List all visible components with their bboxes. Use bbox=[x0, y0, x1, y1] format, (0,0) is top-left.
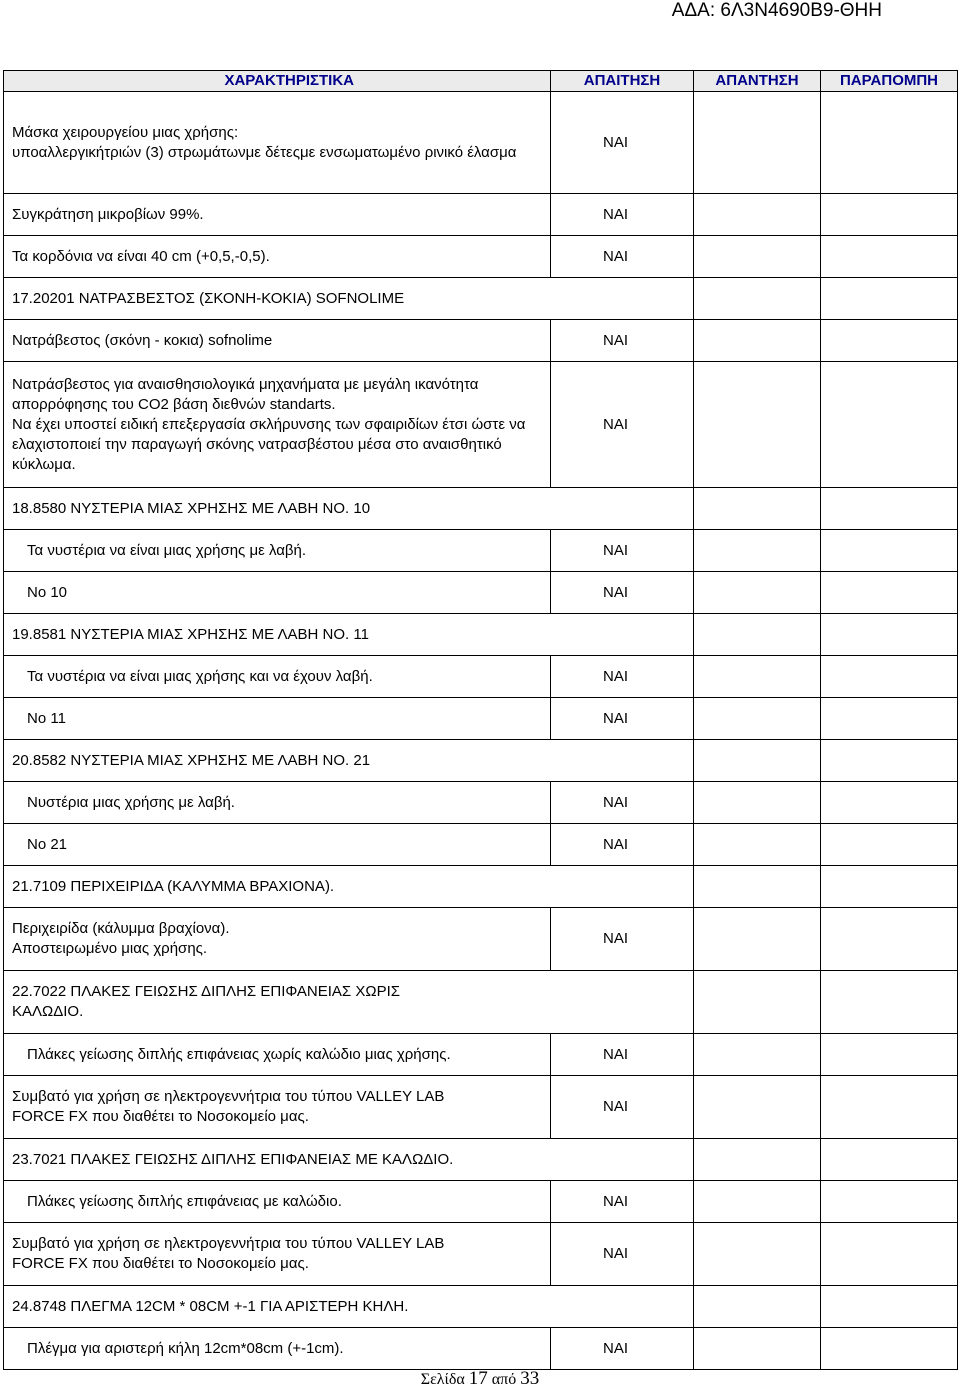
section-row bbox=[4, 866, 958, 908]
answer-cell[interactable] bbox=[694, 614, 821, 656]
reference-cell[interactable] bbox=[821, 194, 958, 236]
reference-cell[interactable] bbox=[821, 824, 958, 866]
reference-cell[interactable] bbox=[821, 1328, 958, 1370]
requirement-cell bbox=[551, 1286, 694, 1328]
answer-cell[interactable] bbox=[694, 1181, 821, 1223]
answer-cell[interactable] bbox=[694, 1223, 821, 1286]
table-row bbox=[4, 1328, 958, 1370]
table-row bbox=[4, 1223, 958, 1286]
ada-code: ΑΔΑ: 6Λ3Ν4690Β9-ΘΗΗ bbox=[671, 0, 882, 21]
answer-cell[interactable] bbox=[694, 530, 821, 572]
reference-cell[interactable] bbox=[821, 1076, 958, 1139]
reference-cell[interactable] bbox=[821, 656, 958, 698]
table-body bbox=[4, 92, 958, 1370]
reference-cell[interactable] bbox=[821, 866, 958, 908]
table-row bbox=[4, 782, 958, 824]
answer-cell[interactable] bbox=[694, 1286, 821, 1328]
answer-cell[interactable] bbox=[694, 194, 821, 236]
requirement-cell: ΝΑΙ bbox=[551, 782, 694, 824]
answer-cell[interactable] bbox=[694, 782, 821, 824]
requirement-cell: ΝΑΙ bbox=[551, 908, 694, 971]
table-row bbox=[4, 1181, 958, 1223]
section-title: 21.7109 ΠΕΡΙΧΕΙΡΙΔΑ (ΚΑΛΥΜΜΑ ΒΡΑΧΙΟΝΑ). bbox=[4, 866, 551, 908]
reference-cell[interactable] bbox=[821, 782, 958, 824]
requirement-cell: ΝΑΙ bbox=[551, 1223, 694, 1286]
column-header-requirement: ΑΠΑΙΤΗΣΗ bbox=[551, 71, 694, 92]
requirement-cell: ΝΑΙ bbox=[551, 1034, 694, 1076]
section-row bbox=[4, 740, 958, 782]
answer-cell[interactable] bbox=[694, 92, 821, 194]
section-title: 18.8580 ΝΥΣΤΕΡΙΑ ΜΙΑΣ ΧΡΗΣΗΣ ΜΕ ΛΑΒΗ ΝΟ. 10 bbox=[4, 488, 551, 530]
answer-cell[interactable] bbox=[694, 572, 821, 614]
reference-cell[interactable] bbox=[821, 740, 958, 782]
answer-cell[interactable] bbox=[694, 1034, 821, 1076]
section-title: 22.7022 ΠΛΑΚΕΣ ΓΕΙΩΣΗΣ ΔΙΠΛΗΣ ΕΠΙΦΑΝΕΙΑΣ ΧΩΡΙΣ ΚΑΛΩΔΙΟ. bbox=[4, 971, 551, 1034]
answer-cell[interactable] bbox=[694, 278, 821, 320]
requirement-cell: ΝΑΙ bbox=[551, 530, 694, 572]
table-row bbox=[4, 530, 958, 572]
reference-cell[interactable] bbox=[821, 971, 958, 1034]
section-title: 24.8748 ΠΛΕΓΜΑ 12CM * 08CM +-1 ΓΙΑ ΑΡΙΣΤΕΡΗ ΚΗΛΗ. bbox=[4, 1286, 551, 1328]
table-row bbox=[4, 824, 958, 866]
characteristic-text: Περιχειρίδα (κάλυμμα βραχίονα). Αποστειρωμένο μιας χρήσης. bbox=[4, 908, 551, 971]
reference-cell[interactable] bbox=[821, 530, 958, 572]
reference-cell[interactable] bbox=[821, 908, 958, 971]
table-row bbox=[4, 320, 958, 362]
characteristic-text: Νο 11 bbox=[4, 698, 551, 740]
reference-cell[interactable] bbox=[821, 236, 958, 278]
answer-cell[interactable] bbox=[694, 824, 821, 866]
section-row bbox=[4, 278, 958, 320]
column-header-reference: ΠΑΡΑΠΟΜΠΗ bbox=[821, 71, 958, 92]
answer-cell[interactable] bbox=[694, 740, 821, 782]
page-number: 17 bbox=[468, 1368, 488, 1389]
answer-cell[interactable] bbox=[694, 1076, 821, 1139]
table-row bbox=[4, 908, 958, 971]
requirement-cell: ΝΑΙ bbox=[551, 236, 694, 278]
characteristic-text: Πλάκες γείωσης διπλής επιφάνειας με καλώδιο. bbox=[4, 1181, 551, 1223]
section-row bbox=[4, 971, 958, 1034]
answer-cell[interactable] bbox=[694, 971, 821, 1034]
characteristic-text: Συμβατό για χρήση σε ηλεκτρογεννήτρια του τύπου VALLEY LAB FORCE FX που διαθέτει το Νοσοκομείο μας. bbox=[4, 1076, 551, 1139]
characteristic-text: Πλάκες γείωσης διπλής επιφάνειας χωρίς καλώδιο μιας χρήσης. bbox=[4, 1034, 551, 1076]
section-title: 23.7021 ΠΛΑΚΕΣ ΓΕΙΩΣΗΣ ΔΙΠΛΗΣ ΕΠΙΦΑΝΕΙΑΣ ΜΕ ΚΑΛΩΔΙΟ. bbox=[4, 1139, 551, 1181]
requirement-cell bbox=[551, 278, 694, 320]
characteristic-text: Πλέγμα για αριστερή κήλη 12cm*08cm (+-1cm). bbox=[4, 1328, 551, 1370]
reference-cell[interactable] bbox=[821, 488, 958, 530]
reference-cell[interactable] bbox=[821, 1139, 958, 1181]
requirement-cell bbox=[551, 488, 694, 530]
reference-cell[interactable] bbox=[821, 1181, 958, 1223]
requirement-cell: ΝΑΙ bbox=[551, 656, 694, 698]
requirement-cell: ΝΑΙ bbox=[551, 362, 694, 488]
characteristic-text: Τα νυστέρια να είναι μιας χρήσης με λαβή. bbox=[4, 530, 551, 572]
characteristic-text: Συμβατό για χρήση σε ηλεκτρογεννήτρια του τύπου VALLEY LAB FORCE FX που διαθέτει το Νοσοκομείο μας. bbox=[4, 1223, 551, 1286]
column-header-answer: ΑΠΑΝΤΗΣΗ bbox=[694, 71, 821, 92]
requirement-cell: ΝΑΙ bbox=[551, 1181, 694, 1223]
answer-cell[interactable] bbox=[694, 362, 821, 488]
answer-cell[interactable] bbox=[694, 656, 821, 698]
table-row bbox=[4, 236, 958, 278]
reference-cell[interactable] bbox=[821, 572, 958, 614]
answer-cell[interactable] bbox=[694, 320, 821, 362]
requirement-cell: ΝΑΙ bbox=[551, 194, 694, 236]
reference-cell[interactable] bbox=[821, 92, 958, 194]
section-row bbox=[4, 488, 958, 530]
answer-cell[interactable] bbox=[694, 1139, 821, 1181]
characteristic-text: Συγκράτηση μικροβίων 99%. bbox=[4, 194, 551, 236]
column-header-characteristics: ΧΑΡΑΚΤΗΡΙΣΤΙΚΑ bbox=[4, 71, 551, 92]
characteristic-text: Νο 21 bbox=[4, 824, 551, 866]
characteristic-text: Μάσκα χειρουργείου μιας χρήσης: υποαλλεργικήτριών (3) στρωμάτωνμε δέτεςμε ενσωματωμένο ρινικό έλασμα bbox=[4, 92, 551, 194]
reference-cell[interactable] bbox=[821, 1223, 958, 1286]
reference-cell[interactable] bbox=[821, 1286, 958, 1328]
table-row bbox=[4, 698, 958, 740]
requirement-cell: ΝΑΙ bbox=[551, 92, 694, 194]
characteristic-text: Τα νυστέρια να είναι μιας χρήσης και να έχουν λαβή. bbox=[4, 656, 551, 698]
page-total: 33 bbox=[520, 1368, 540, 1389]
reference-cell[interactable] bbox=[821, 362, 958, 488]
characteristic-text: Τα κορδόνια να είναι 40 cm (+0,5,-0,5). bbox=[4, 236, 551, 278]
reference-cell[interactable] bbox=[821, 698, 958, 740]
page-footer bbox=[0, 1368, 960, 1390]
requirement-cell: ΝΑΙ bbox=[551, 1076, 694, 1139]
section-row bbox=[4, 1286, 958, 1328]
table-row bbox=[4, 194, 958, 236]
characteristic-text: Νο 10 bbox=[4, 572, 551, 614]
section-title: 19.8581 ΝΥΣΤΕΡΙΑ ΜΙΑΣ ΧΡΗΣΗΣ ΜΕ ΛΑΒΗ ΝΟ. 11 bbox=[4, 614, 551, 656]
page-label: Σελίδα bbox=[420, 1371, 465, 1388]
requirement-cell bbox=[551, 614, 694, 656]
reference-cell[interactable] bbox=[821, 320, 958, 362]
table-row bbox=[4, 656, 958, 698]
page-of-label: από bbox=[491, 1371, 517, 1388]
table-row bbox=[4, 92, 958, 194]
requirement-cell bbox=[551, 740, 694, 782]
section-title: 20.8582 ΝΥΣΤΕΡΙΑ ΜΙΑΣ ΧΡΗΣΗΣ ΜΕ ΛΑΒΗ ΝΟ. 21 bbox=[4, 740, 551, 782]
table-row bbox=[4, 362, 958, 488]
requirement-cell: ΝΑΙ bbox=[551, 824, 694, 866]
requirement-cell: ΝΑΙ bbox=[551, 320, 694, 362]
requirement-cell: ΝΑΙ bbox=[551, 1328, 694, 1370]
table-row bbox=[4, 1076, 958, 1139]
section-row bbox=[4, 614, 958, 656]
answer-cell[interactable] bbox=[694, 1328, 821, 1370]
characteristic-text: Νατράσβεστος για αναισθησιολογικά μηχανήματα με μεγάλη ικανότητα απορρόφησης του CO2 βάση διεθνών standarts. Να έχει υποστεί ειδική επεξεργασία σκλήρυνσης των σφαιριδίων έτσι ώστε να ελαχιστοποιεί την παραγωγή σκόνης νατρασβέστου μέσα στο αναισθητικό κύκλωμα. bbox=[4, 362, 551, 488]
table-row bbox=[4, 572, 958, 614]
reference-cell[interactable] bbox=[821, 278, 958, 320]
section-title: 17.20201 ΝΑΤΡΑΣΒΕΣΤΟΣ (ΣΚΟΝΗ-ΚΟΚΙΑ) SOFNOLIME bbox=[4, 278, 551, 320]
reference-cell[interactable] bbox=[821, 614, 958, 656]
characteristic-text: Νυστέρια μιας χρήσης με λαβή. bbox=[4, 782, 551, 824]
requirement-cell bbox=[551, 971, 694, 1034]
table-row bbox=[4, 1034, 958, 1076]
requirement-cell: ΝΑΙ bbox=[551, 698, 694, 740]
requirement-cell bbox=[551, 1139, 694, 1181]
answer-cell[interactable] bbox=[694, 236, 821, 278]
table-header-row bbox=[4, 71, 958, 92]
requirement-cell bbox=[551, 866, 694, 908]
answer-cell[interactable] bbox=[694, 866, 821, 908]
specifications-table bbox=[3, 70, 958, 1370]
reference-cell[interactable] bbox=[821, 1034, 958, 1076]
answer-cell[interactable] bbox=[694, 488, 821, 530]
requirement-cell: ΝΑΙ bbox=[551, 572, 694, 614]
answer-cell[interactable] bbox=[694, 908, 821, 971]
section-row bbox=[4, 1139, 958, 1181]
characteristic-text: Νατράβεστος (σκόνη - κοκια) sofnolime bbox=[4, 320, 551, 362]
answer-cell[interactable] bbox=[694, 698, 821, 740]
